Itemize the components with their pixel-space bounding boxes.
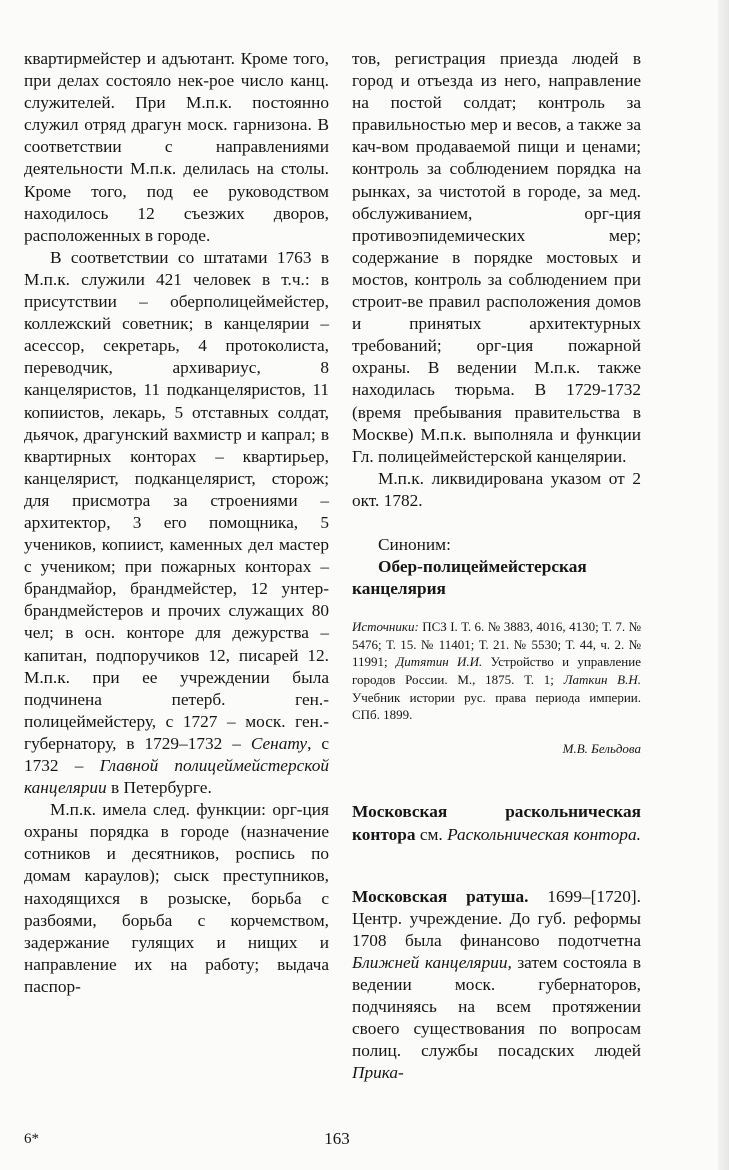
body-paragraph-staff: [24, 247, 329, 799]
entry-raskolnicheskaya: [352, 801, 641, 845]
body-paragraph: квартирмейстер и адъютант. Кроме того, при делах состояло нек-рое число канц. служителей. При М.п.к. постоянно служил отряд драгун моск. гарнизона. В соответствии с направлениями деятельности М.п.к. делилась на столы. Кроме того, под ее руководством находилось 12 съезжих дворов, расположенных в городе.: [24, 49, 329, 245]
author-signature: М.В. Бельдова: [562, 740, 641, 756]
paragraph-text: в Петербурге.: [111, 778, 212, 798]
sources-label: Источники:: [352, 619, 419, 635]
sources-block: [352, 618, 641, 724]
scan-edge-shadow: [718, 0, 729, 1170]
sources-author: Дитятин И.И.: [395, 654, 483, 670]
cross-reference: Главной полицеймейстерской канцелярии: [24, 756, 329, 798]
paragraph-text: , с 1732 –: [24, 733, 329, 775]
paragraph-text: затем состояла в ведении моск. губернаторов, подчиняясь на всем протяжении своего существования по вопросам полиц. службы посадских людей: [352, 952, 641, 1061]
cross-reference: Раскольническая контора.: [447, 824, 641, 844]
cross-reference: Сенату: [250, 733, 308, 753]
cross-reference: Ближней канцелярии,: [352, 952, 512, 972]
sources-text: Учебник истории рус. права периода империи. СПб. 1899.: [352, 689, 641, 723]
right-column: [352, 48, 641, 1084]
synonym-label: Синоним:: [378, 534, 451, 554]
body-paragraph-functions: М.п.к. имела след. функции: орг-ция охраны порядка в городе (назначение сотников и десятников, роспись по домам караулов); сыск преступников, находящихся в розыске, борьба с разбоями, борьба с корчемством, задержание гулящих и нищих и направление их на работу; выдача паспор-: [24, 800, 329, 996]
left-column: [24, 48, 329, 998]
body-paragraph-liquidation: М.п.к. ликвидирована указом от 2 окт. 1782.: [352, 468, 641, 510]
see-text: см.: [419, 824, 443, 844]
sources-author: Латкин В.Н.: [563, 672, 641, 688]
entry-ratusha: [352, 886, 641, 1085]
entry-headword: Московская ратуша.: [352, 886, 529, 906]
sources-text: ПСЗ I. Т. 6. № 3883, 4016, 4130; Т. 7. № 5476; Т. 15. № 11401; Т. 21. № 5530; Т. 44, ч. 2. № 11991;: [352, 619, 642, 670]
paragraph-text: В соответствии со штатами 1763 в М.п.к. служили 421 человек в т.ч.: в присутствии – оберполицеймейстер, коллежский советник; в канцелярии – асессор, секретарь, 4 протоколиста, переводчик, архивариус, 8 канцеляристов, 11 подканцеляристов, 11 копиистов, лекарь, 5 отставных солдат, дьячок, драгунский вахмистр и капрал; в квартирных конторах – квартирьер, канцелярист, подканцелярист, сторож; для присмотра за строениями – архитектор, 3 его помощника, 5 учеников, копиист, каменных дел мастер с учеником; при пожарных конторах – брандмайор, брандмейстер, 12 унтер-брандмейстеров и прочих служащих 80 чел; в осн. конторе для дежурства – капитан, подпоручиков 12, писарей 12. М.п.к. при ее учреждении была подчинена петерб. ген.-полицеймейстеру, с 1727 – моск. ген.-губернатору, в 1729–1732 –: [24, 247, 329, 753]
entry-headword: Московская раскольническая контора: [352, 802, 641, 844]
body-paragraph: тов, регистрация приезда людей в город и отъезда из него, направление на постой солдат; контроль за правильностью мер и весов, а также за кач-вом продаваемой пищи и ценами; контроль за соблюдением порядка на рынках, за чистотой в городе, за мед. обслуживанием, орг-ция противоэпидемических мер; содержание в порядке мостовых и мостов, контроль за соблюдением при строит-ве правил расположения домов и принятых архитектурных требований; орг-ция пожарной охраны. В ведении М.п.к. также находилась тюрьма. В 1729-1732 (время пребывания правительства в Москве) М.п.к. выполняла и функции Гл. полицеймейстерской канцелярии.: [352, 49, 641, 466]
synonym-term: Обер-полицеймейстерская канцелярия: [352, 557, 587, 599]
sources-text: Устройство и управление городов России. М., 1875. Т. 1;: [352, 654, 641, 688]
page-number: 163: [324, 1129, 350, 1148]
entry-dates: 1699–[1720].: [547, 886, 641, 906]
paragraph-text: Центр. учреждение. До губ. реформы 1708 была финансово подотчетна: [352, 908, 641, 950]
cross-reference: Прика-: [352, 1063, 404, 1083]
signature-mark: 6*: [24, 1131, 39, 1147]
